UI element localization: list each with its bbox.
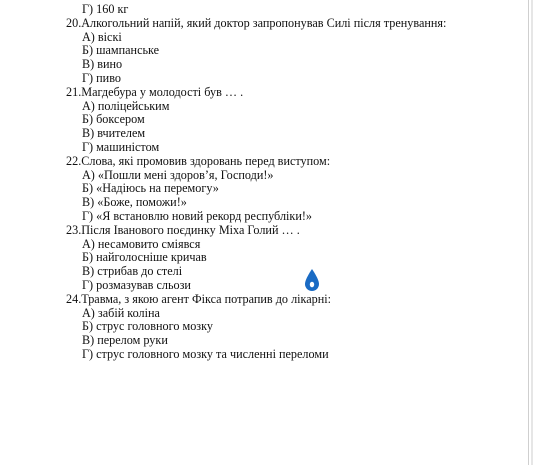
answer-option: В) вчителем: [82, 126, 146, 141]
answer-option: В) «Боже, поможи!»: [82, 195, 187, 210]
answer-option: Б) шампанське: [82, 43, 160, 58]
answer-option: Б) струс головного мозку: [82, 319, 213, 334]
water-drop-icon: [304, 268, 320, 292]
answer-option: А) забій коліна: [82, 305, 160, 320]
question-text: 20.Алкогольний напій, який доктор запропонував Силі після тренування:: [66, 15, 447, 30]
answer-option: А) «Пошли мені здоров’я, Господи!»: [82, 167, 274, 182]
page-edge-line: [528, 0, 529, 465]
answer-option: Г) пиво: [82, 70, 121, 85]
page-edge-shadow: [531, 0, 533, 465]
question-text: 24.Травма, з якою агент Фікса потрапив до лікарні:: [66, 291, 332, 306]
answer-option: В) стрибав до стелі: [82, 264, 183, 279]
answer-option: Б) найголосніше кричав: [82, 250, 207, 265]
question-text: 22.Слова, які промовив здоровань перед виступом:: [66, 153, 331, 168]
answer-option: Г) струс головного мозку та численні переломи: [82, 346, 329, 361]
answer-option: Г) машиністом: [82, 139, 160, 154]
answer-option: Г) «Я встановлю новий рекорд республіки!»: [82, 208, 313, 223]
answer-option: А) поліцейським: [82, 98, 170, 113]
question-block-24: [66, 293, 506, 362]
answer-option: А) віскі: [82, 29, 122, 44]
answer-option: В) вино: [82, 57, 123, 72]
question-block-21: [66, 86, 506, 155]
question-text: 23.Після Іванового поєдинку Міха Голий … .: [66, 222, 300, 237]
question-block-22: [66, 155, 506, 224]
answer-option: Б) боксером: [82, 112, 145, 127]
question-block-20: [66, 17, 506, 86]
answer-option: Г) розмазував сльози: [82, 277, 191, 292]
answer-option: А) несамовито сміявся: [82, 236, 201, 251]
question-block-23: [66, 224, 506, 293]
answer-option: Б) «Надіюсь на перемогу»: [82, 181, 219, 196]
answer-option: В) перелом руки: [82, 333, 168, 348]
question-text: 21.Магдебура у молодості був … .: [66, 84, 244, 99]
quiz-list: [66, 3, 506, 362]
answer-option: Г) 160 кг: [82, 2, 129, 16]
